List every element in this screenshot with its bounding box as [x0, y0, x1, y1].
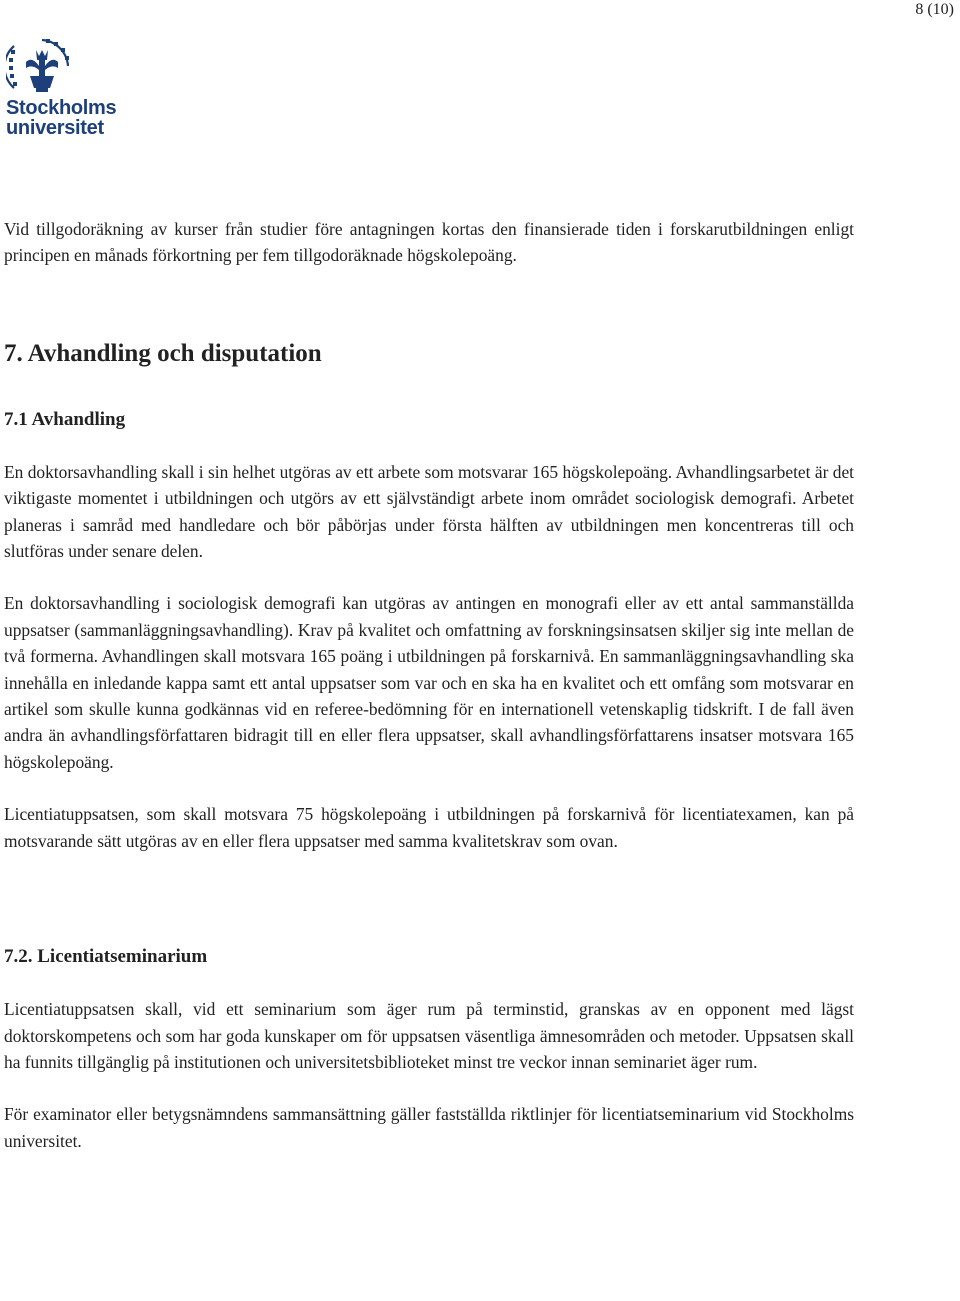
- document-body: [4, 216, 854, 1154]
- logo-line-2: universitet: [6, 117, 104, 139]
- section-7-heading: 7. Avhandling och disputation: [4, 339, 322, 367]
- university-logo: [6, 36, 146, 140]
- section-7-1-paragraph-1: En doktorsavhandling skall i sin helhet utgöras av ett arbete som motsvarar 165 högskolepoäng. Avhandlingsarbetet är det viktigaste momentet i utbildningen och utgörs av ett självständigt arbete inom området sociologisk demografi. Arbetet planeras i samråd med handledare och bör påbörjas under första hälften av utbildningen men koncentreras till och slutföras under senare delen.: [4, 461, 854, 562]
- section-7-1-heading: 7.1 Avhandling: [4, 408, 126, 430]
- university-seal-icon: [6, 36, 76, 98]
- section-7-2-paragraph-2: För examinator eller betygsnämndens sammansättning gäller fastställda riktlinjer för licentiatseminarium vid Stockholms universitet.: [4, 1104, 854, 1151]
- page-number: 8 (10): [915, 1, 954, 18]
- section-7-2-paragraph-1: Licentiatuppsatsen skall, vid ett seminarium som äger rum på terminstid, granskas av en opponent med lägst doktorskompetens och som har goda kunskaper om för uppsatsen väsentliga ämnesområden och metoder. Uppsatsen skall ha funnits tillgänglig på institutionen och universitetsbiblioteket minst tre veckor innan seminariet äger rum.: [4, 999, 854, 1072]
- section-7-1-paragraph-3: Licentiatuppsatsen, som skall motsvara 75 högskolepoäng i utbildningen på forskarnivå för licentiatexamen, kan på motsvarande sätt utgöras av en eller flera uppsatser med samma kvalitetskrav som ovan.: [4, 804, 854, 851]
- section-7-1-paragraph-2: En doktorsavhandling i sociologisk demografi kan utgöras av antingen en monografi eller av ett antal sammanställda uppsatser (sammanläggningsavhandling). Krav på kvalitet och omfattning av forskningsinsatsen skiljer sig inte mellan de två formerna. Avhandlingen skall motsvara 165 poäng i utbildningen på forskarnivå. En sammanläggningsavhandling ska innehålla en inledande kappa samt ett antal uppsatser som var och en ska ha en kvalitet och ett omfång som motsvarar en artikel som skulle kunna godkännas vid en referee-bedömning för en internationell vetenskaplig tidskrift. I de fall även andra än avhandlingsförfattaren bidragit till en eller flera uppsatser, skall avhandlingsförfattarens insatser motsvara 165 högskolepoäng.: [4, 593, 854, 772]
- intro-paragraph: Vid tillgodoräkning av kurser från studier före antagningen kortas den finansierade tiden i forskarutbildningen enligt principen en månads förkortning per fem tillgodoräknade högskolepoäng.: [4, 219, 854, 266]
- logo-line-1: Stockholms: [6, 97, 117, 119]
- section-7-2-heading: 7.2. Licentiatseminarium: [4, 946, 208, 968]
